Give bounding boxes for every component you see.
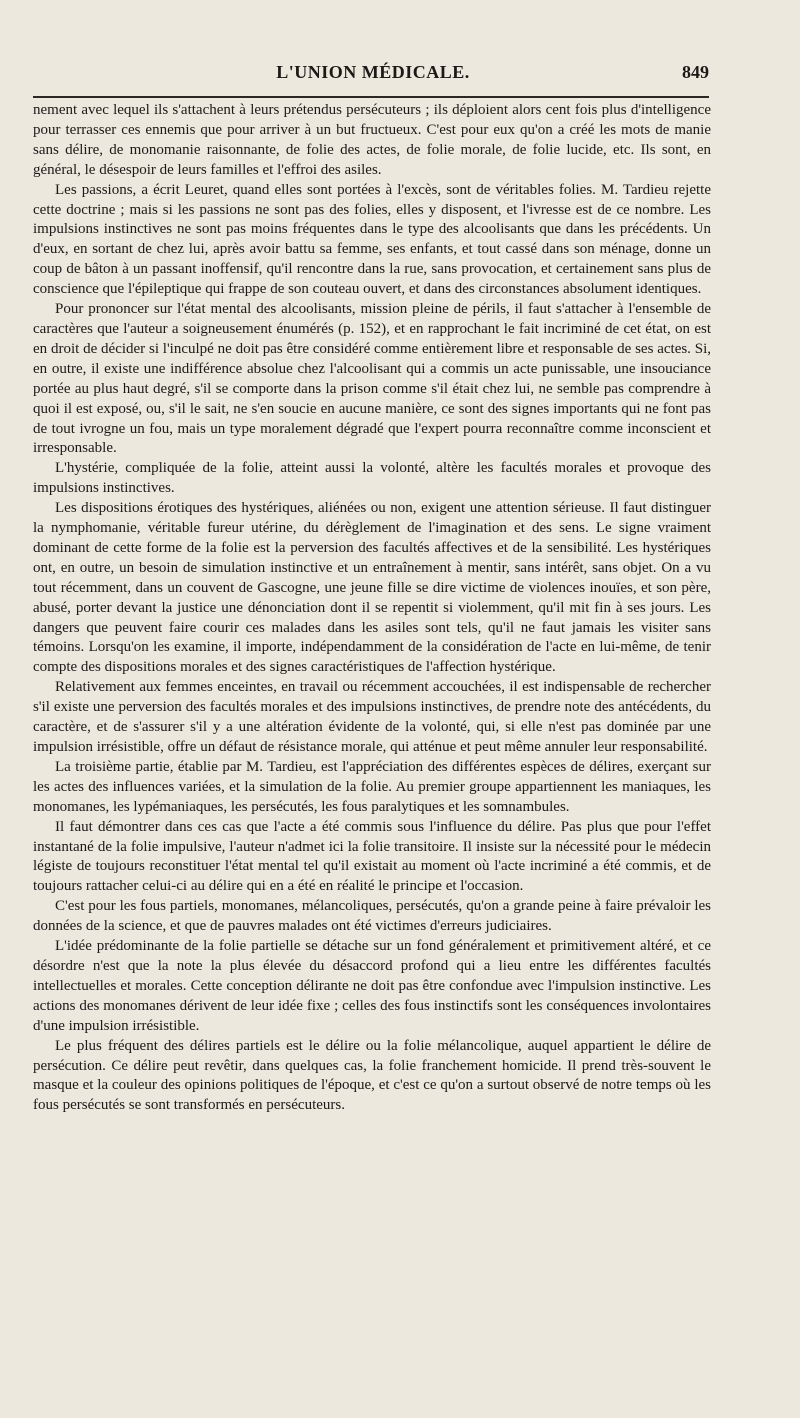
paragraph: L'idée prédominante de la folie partielle se détache sur un fond généralement et primitivement altéré, et ce désordre n'est que la note la plus élevée du désaccord profond qui a lieu entre les différentes facultés intellectuelles et morales. Cette conception délirante ne doit pas être confondue avec l'impulsion instinctive. Les actions des monomanes dérivent de leur idée fixe ; celles des fous instinctifs sont les conséquences involontaires d'une impulsion irrésistible. bbox=[33, 938, 711, 1034]
paragraph: Le plus fréquent des délires partiels est le délire ou la folie mélancolique, auquel appartient le délire de persécution. Ce délire peut revêtir, dans quelques cas, la folie franchement homicide. Il prend très-souvent le masque et la couleur des opinions politiques de l'époque, et c'est ce qu'on a surtout observé de notre temps où les fous persécutés se sont transformés en persécuteurs. bbox=[33, 1037, 711, 1114]
running-title: L'UNION MÉDICALE. bbox=[276, 62, 470, 82]
paragraph: La troisième partie, établie par M. Tardieu, est l'appréciation des différentes espèces de délires, exerçant sur les actes des influences variées, et la simulation de la folie. Au premier groupe appartiennent les maniaques, les monomanes, les lypémaniaques, les persécutés, les fous paralytiques et les somnambules. bbox=[33, 758, 711, 815]
header-rule bbox=[33, 96, 709, 98]
paragraph: Les passions, a écrit Leuret, quand elles sont portées à l'excès, sont de véritables folies. M. Tardieu rejette cette doctrine ; mais si les passions ne sont pas des folies, elles y disposent, et l'ivresse est de ce nombre. Les impulsions instinctives ne sont pas moins fréquentes dans le type des alcoolisants que dans les précédents. Un d'eux, en sortant de chez lui, après avoir battu sa femme, ses enfants, et tout cassé dans son ménage, donne un coup de bâton à un passant inoffensif, qu'il rencontre dans la rue, sans provocation, et certainement sans plus de conscience que l'épileptique qui frappe de son couteau ouvert, et dans des circonstances absolument identiques. bbox=[33, 181, 711, 298]
body-text bbox=[33, 101, 711, 1116]
page-header bbox=[33, 58, 713, 88]
page-number: 849 bbox=[682, 62, 709, 82]
paragraph: Relativement aux femmes enceintes, en travail ou récemment accouchées, il est indispensable de rechercher s'il existe une perversion des facultés morales et des impulsions instinctives, de prendre note des antécédents, du caractère, et de s'assurer s'il y a une altération évidente de la volonté, qui, si elle n'est pas dominée par une impulsion irrésistible, offre un défaut de résistance morale, qui atténue et peut même annuler leur responsabilité. bbox=[33, 679, 711, 755]
paragraph: Il faut démontrer dans ces cas que l'acte a été commis sous l'influence du délire. Pas plus que pour l'effet instantané de la folie impulsive, l'auteur n'admet ici la folie transitoire. Il insiste sur la nécessité pour le médecin légiste de toujours reconstituer l'état mental tel qu'il existait au moment où l'acte incriminé a été commis, et de toujours rattacher celui-ci au délire qui en a été en réalité le principe et l'occasion. bbox=[33, 818, 711, 895]
paragraph: Les dispositions érotiques des hystériques, aliénées ou non, exigent une attention sérieuse. Il faut distinguer la nymphomanie, véritable fureur utérine, du dérèglement de l'imagination et des sens. Le signe vraiment dominant de cette forme de la folie est la perversion des facultés affectives et de la sensibilité. Les hystériques ont, en outre, un besoin de simulation instinctive et un entraînement à mentir, sans intérêt, sans objet. On a vu tout récemment, dans un couvent de Gascogne, une jeune fille se dire victime de violences inouïes, et son père, abusé, porter devant la justice une dénonciation dont il se repentit si violemment, qu'il mit fin à ses jours. Les dangers que peuvent faire courir ces malades dans les asiles sont tels, qu'il ne faut jamais les visiter sans témoins. Lorsqu'on les examine, il importe, indépendamment de la considération de l'acte en lui-même, de tenir compte des dispositions morales et des signes caractéristiques de l'affection hystérique. bbox=[33, 500, 711, 676]
paragraph: L'hystérie, compliquée de la folie, atteint aussi la volonté, altère les facultés morales et provoque des impulsions instinctives. bbox=[33, 460, 711, 497]
paragraph: Pour prononcer sur l'état mental des alcoolisants, mission pleine de périls, il faut s'attacher à l'ensemble de caractères que l'auteur a soigneusement énumérés (p. 152), et en rapprochant le fait incriminé de cet état, on est en droit de décider si l'inculpé ne doit pas être considéré comme entièrement libre et responsable de ses actes. Si, en outre, il existe une indifférence absolue chez l'alcoolisant qui a commis un acte punissable, une insouciance portée au plus haut degré, s'il se comporte dans la prison comme s'il était chez lui, ne semble pas comprendre à quoi il est exposé, ou, s'il le sait, ne s'en soucie en aucune manière, ce sont des signes importants qui ne font pas de tout ivrogne un fou, mais un type moralement dégradé que l'expert pourra reconnaître comme inconscient et irresponsable. bbox=[33, 301, 711, 457]
paragraph: C'est pour les fous partiels, monomanes, mélancoliques, persécutés, qu'on a grande peine à faire prévaloir les données de la science, et que de pauvres malades ont été victimes d'erreurs judiciaires. bbox=[33, 898, 711, 935]
paragraph: nement avec lequel ils s'attachent à leurs prétendus persécuteurs ; ils déploient alors cent fois plus d'intelligence pour terrasser ces ennemis que pour arriver à un but fructueux. C'est pour eux qu'on a créé les mots de manie sans délire, de monomanie raisonnante, de folie des actes, de folie morale, de folie lucide, etc. Ils sont, en général, le désespoir de leurs familles et l'effroi des asiles. bbox=[33, 102, 711, 178]
